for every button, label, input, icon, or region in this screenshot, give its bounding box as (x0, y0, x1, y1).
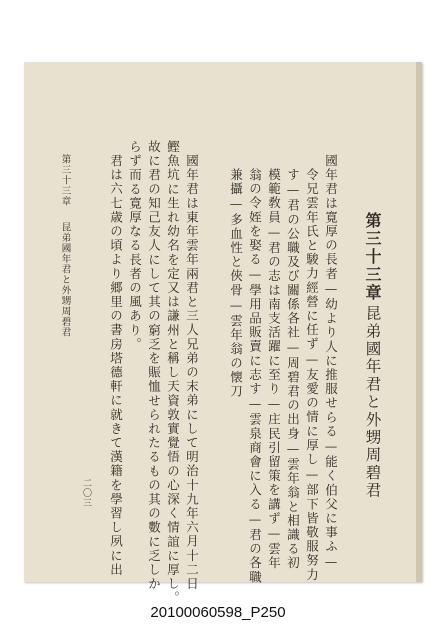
chapter-title: 昆弟國年君と外甥周碧君 (363, 305, 382, 500)
toc-line-4: 模範敎員—君の志は南支活躍に至り—庄民引留策を講ず—雲年 (266, 168, 282, 571)
toc-line-5: 翁の令姪を娶る—學用品販賣に志す—雲泉商會に入る—君の各職 (247, 168, 263, 585)
running-head-chapter: 第三十三章 (59, 154, 71, 207)
chapter-number: 第三十三章 (363, 212, 382, 302)
body-line-5: 君は六七歳の頃より郷里の書房塔德軒に就きて漢籍を學習し夙に出 (108, 154, 124, 577)
body-line-1: 國年君は東年雲年兩君と三人兄弟の末弟にして明治十九年六月十二日 (184, 154, 200, 592)
body-line-2: 鰹魚坑に生れ幼名を定又は謙州と稱し天資敦實覺悟の心深く情誼に厚し。 (165, 140, 181, 606)
toc-line-3: す—君の公職及び關係各社—周碧君の出身—雲年翁と相識る初 (285, 168, 301, 571)
toc-line-1: 國年君は寛厚の長者—幼より人に推服せらる—能く伯父に事ふ— (323, 154, 339, 571)
body-line-3: 故に君の知己友人にして其の窮乏を賑恤せられたるもの其の數に乏しか (146, 140, 162, 592)
running-head-title: 昆弟國年君と外甥周碧君 (59, 222, 71, 338)
body-line-4: らず而る寛厚なる長者の風あり。 (127, 140, 143, 352)
toc-line-6: 兼攝—多血性と俠骨—雲年翁の懐刀 (228, 168, 244, 399)
image-caption: 20100060598_P250 (150, 604, 286, 621)
toc-line-2: 令兄雲年氏と駿力經營に任ず—友愛の情に厚し—部下皆敬服努力 (304, 168, 320, 582)
book-page (24, 62, 422, 606)
page-number: 二〇三 (81, 478, 91, 508)
